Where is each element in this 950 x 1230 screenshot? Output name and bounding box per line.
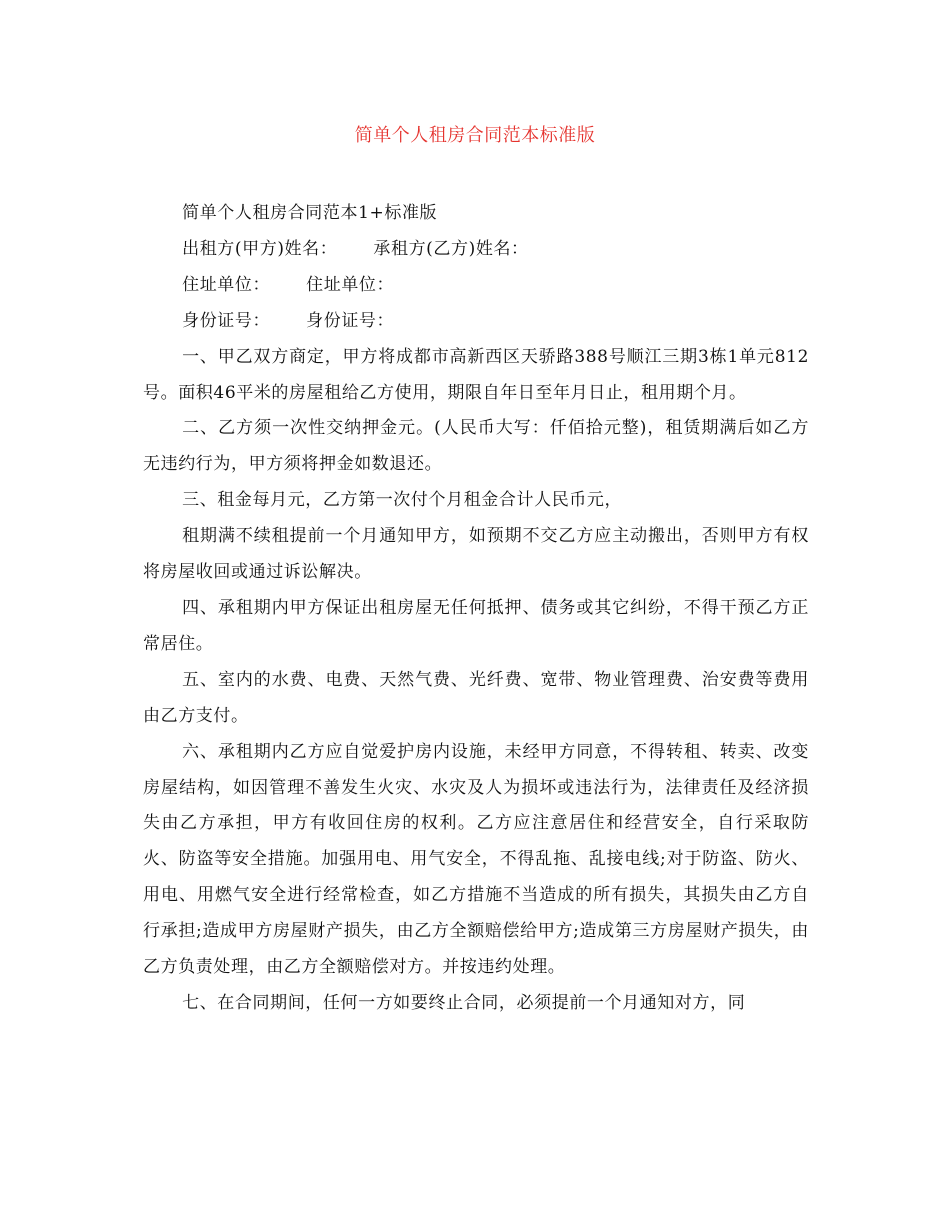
clause-3: 三、租金每月元，乙方第一次付个月租金合计人民币元， [182,490,623,511]
clause-5: 五、室内的水费、电费、天然气费、光纤费、宽带、物业管理费、治安费等费用由乙方支付。 [143,669,809,726]
clause-4: 四、承租期内甲方保证出租房屋无任何抵押、债务或其它纠纷，不得干预乙方正常居住。 [143,597,809,654]
clause-3-continued: 租期满不续租提前一个月通知甲方，如预期不交乙方应主动搬出，否则甲方有权将房屋收回或通过诉讼解决。 [143,526,809,583]
lessor-lessee-name-line: 出租方(甲方)姓名： 承租方(乙方)姓名： [182,238,529,259]
document-title: 简单个人租房合同范本标准版 [354,125,596,146]
id-number-line: 身份证号： 身份证号： [182,310,395,331]
document-body [143,196,809,1022]
clause-2: 二、乙方须一次性交纳押金元。(人民币大写：仟佰拾元整)，租赁期满后如乙方无违约行为，甲方须将押金如数退还。 [143,418,809,475]
clause-1: 一、甲乙双方商定，甲方将成都市高新西区天骄路388号顺江三期3栋1单元812号。面积46平米的房屋租给乙方使用，期限自年日至年月日止，租用期个月。 [143,346,809,403]
clause-7: 七、在合同期间，任何一方如要终止合同，必须提前一个月通知对方，同 [182,992,746,1013]
subtitle-paragraph: 简单个人租房合同范本1+标准版 [182,203,438,223]
clause-6: 六、承租期内乙方应自觉爱护房内设施，未经甲方同意，不得转租、转卖、改变房屋结构，如因管理不善发生火灾、水灾及人为损坏或违法行为，法律责任及经济损失由乙方承担，甲方有收回住房的权利。乙方应注意居住和经营安全，自行采取防火、防盗等安全措施。加强用电、用气安全，不得乱拖、乱接电线;对于防盗、防火、用电、用燃气安全进行经常检查，如乙方措施不当造成的所有损失，其损失由乙方自行承担;造成甲方房屋财产损失，由乙方全额赔偿给甲方;造成第三方房屋财产损失，由乙方负责处理，由乙方全额赔偿对方。并按违约处理。 [143,741,809,978]
address-line: 住址单位： 住址单位： [182,274,395,295]
